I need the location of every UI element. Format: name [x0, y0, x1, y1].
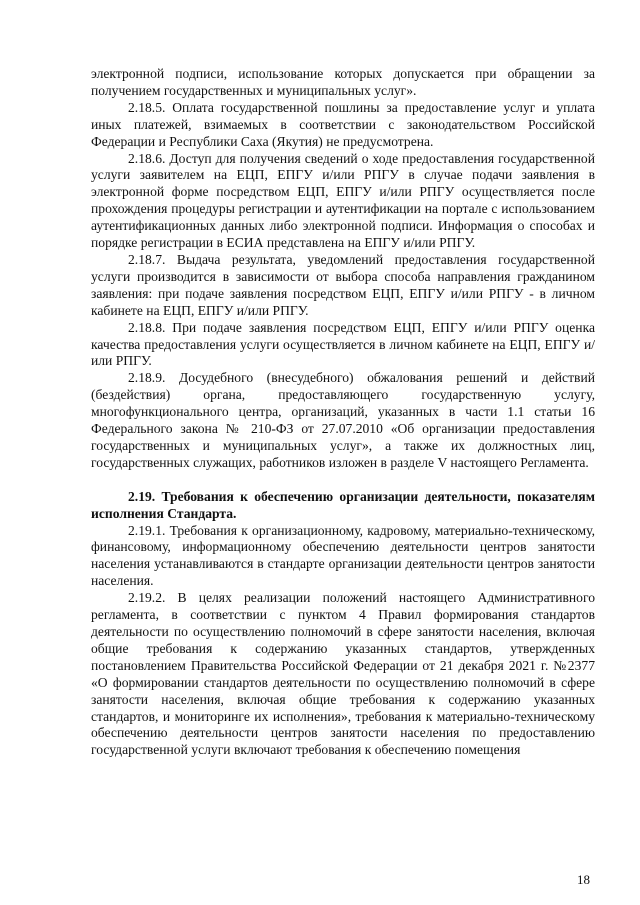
- paragraph-2-18-7: 2.18.7. Выдача результата, уведомлений предоставления государственной услуги производится в зависимости от выбора способа направления гражданином заявления: при подаче заявления посредством ЕЦП, ЕПГУ и/или РПГУ - в личном кабинете на ЕЦП, ЕПГУ и/или РПГУ.: [91, 251, 595, 318]
- paragraph-2-19-2: 2.19.2. В целях реализации положений настоящего Административного регламента, в соответствии с пунктом 4 Правил формирования стандартов деятельности по осуществлению полномочий в сфере занятости населения, включая общие требования к содержанию указанных стандартов, утвержденных постановлением Правительства Российской Федерации от 21 декабря 2021 г. №2377 «О формировании стандартов деятельности по осуществлению полномочий в сфере занятости населения, включая общие требования к содержанию указанных стандартов, и мониторинге их исполнения», требования к материально-техническому обеспечению деятельности центров занятости населения по предоставлению государственной услуги включают требования к обеспечению помещения: [91, 590, 595, 758]
- paragraph-2-18-6: 2.18.6. Доступ для получения сведений о ходе предоставления государственной услуги заявителем на ЕЦП, ЕПГУ и/или РПГУ в случае подачи заявления в электронной форме посредством ЕЦП, ЕПГУ и/или РПГУ осуществляется после прохождения процедуры регистрации и аутентификации на портале с использованием аутентификационных данных либо электронной подписи. Информация о способах и порядке регистрации в ЕСИА представлена на ЕПГУ и/или РПГУ.: [91, 150, 595, 251]
- paragraph-2-18-5: 2.18.5. Оплата государственной пошлины за предоставление услуг и уплата иных платежей, взимаемых в соответствии с законодательством Российской Федерации и Республики Саха (Якутия) не предусмотрена.: [91, 99, 595, 149]
- section-heading-2-19: 2.19. Требования к обеспечению организации деятельности, показателям исполнения Стандарта.: [91, 488, 595, 521]
- page-number: 18: [577, 872, 590, 887]
- paragraph-2-18-9: 2.18.9. Досудебного (внесудебного) обжалования решений и действий (бездействия) органа, предоставляющего государственную услугу, многофункционального центра, организаций, указанных в части 1.1 статьи 16 Федерального закона № 210-ФЗ от 27.07.2010 «Об организации предоставления государственных и муниципальных услуг», а также их должностных лиц, государственных служащих, работников изложен в разделе V настоящего Регламента.: [91, 370, 595, 470]
- paragraph-2-19-1: 2.19.1. Требования к организационному, кадровому, материально-техническому, финансовому, информационному обеспечению деятельности центров занятости населения устанавливаются в стандарте организации деятельности центров занятости населения.: [91, 522, 595, 589]
- paragraph-2-18-8: 2.18.8. При подаче заявления посредством ЕЦП, ЕПГУ и/или РПГУ оценка качества предоставления услуги осуществляется в личном кабинете на ЕЦП, ЕПГУ и/или РПГУ.: [91, 319, 595, 369]
- paragraph-continuation: электронной подписи, использование которых допускается при обращении за получением государственных и муниципальных услуг».: [91, 66, 595, 98]
- document-body: [91, 66, 595, 759]
